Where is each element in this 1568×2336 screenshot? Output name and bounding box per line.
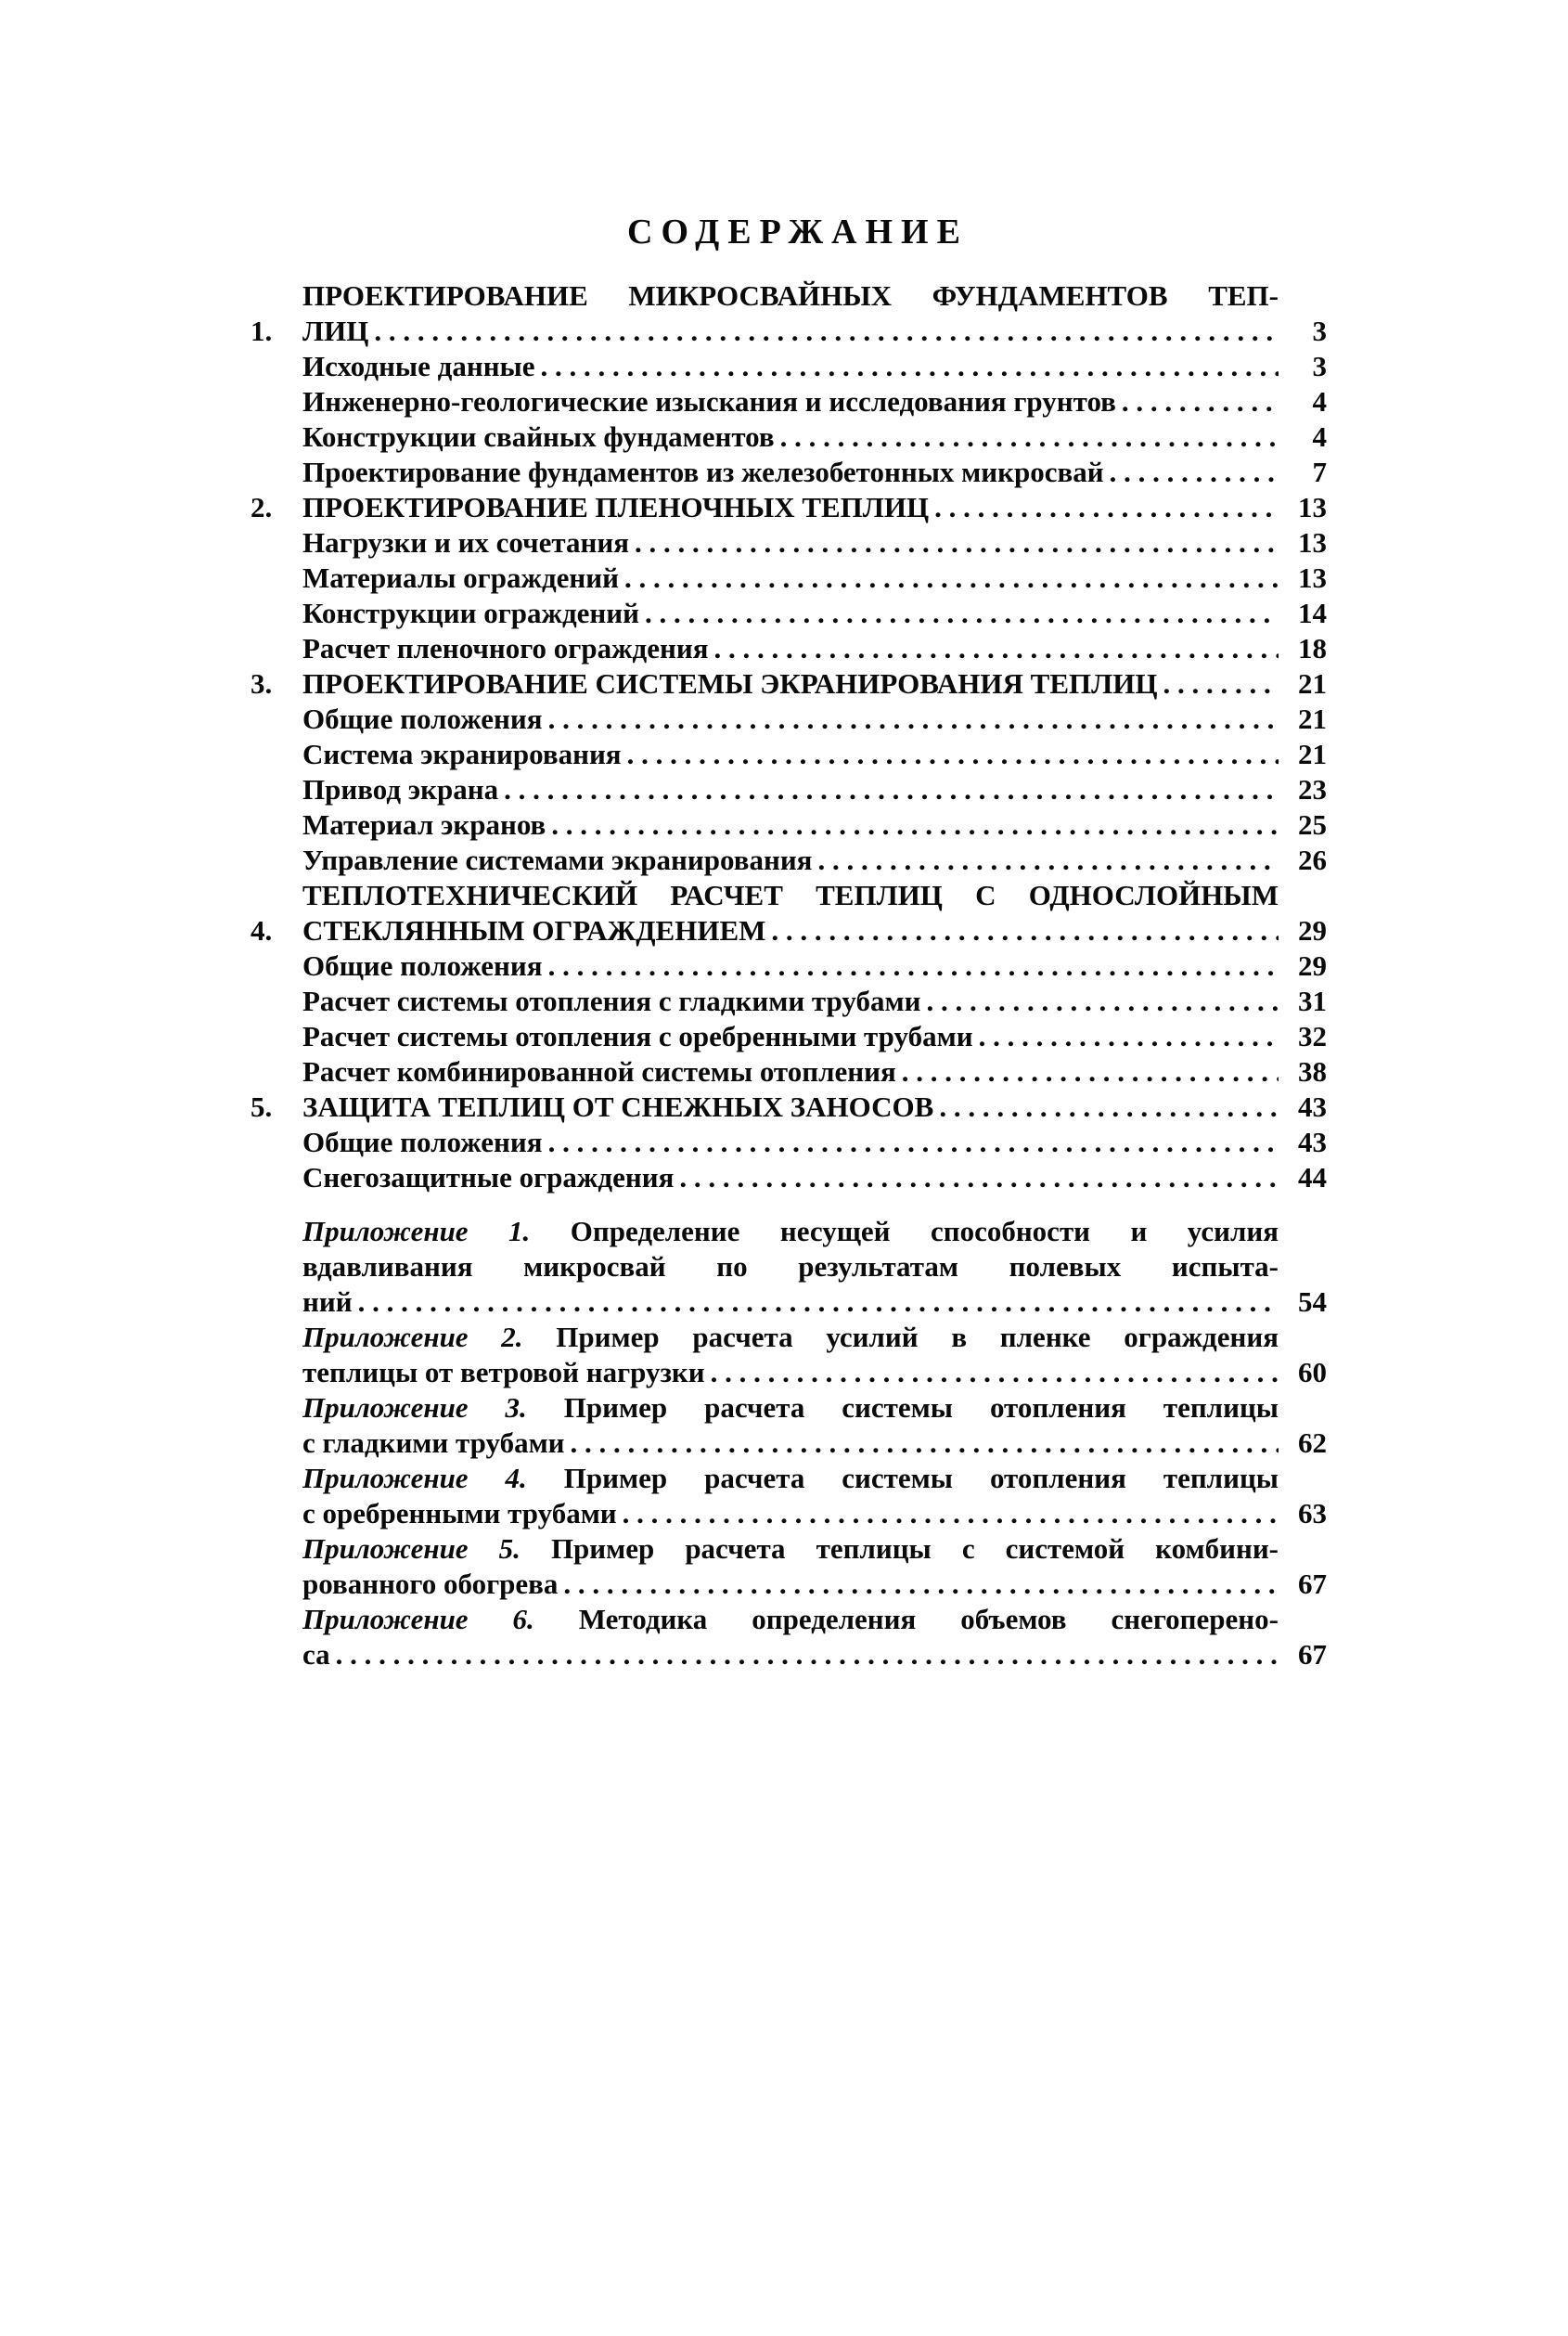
toc-entry-text: Исходные данные xyxy=(302,350,535,382)
toc-entry-body xyxy=(302,561,1279,596)
dot-leader xyxy=(543,949,1279,984)
toc-last-line xyxy=(302,349,1279,384)
page-number: 14 xyxy=(1298,597,1327,629)
toc-subsection xyxy=(251,596,1327,631)
toc-entry-text: с гладкими трубами xyxy=(302,1426,565,1459)
toc-entry-text: Расчет комбинированной системы отопления xyxy=(302,1055,896,1088)
toc-entry-body xyxy=(302,631,1279,666)
dot-leader xyxy=(629,525,1279,561)
toc-subsection xyxy=(251,631,1327,666)
toc-entry-text: Расчет системы отопления с оребренными трубами xyxy=(302,1020,973,1052)
page-number: 67 xyxy=(1298,1568,1327,1600)
toc-last-line xyxy=(302,666,1279,702)
toc-entry-text: Общие положения xyxy=(302,1126,543,1158)
toc-entry-text: с оребренными трубами xyxy=(302,1497,617,1529)
toc-last-line xyxy=(302,913,1279,949)
toc-entry-body xyxy=(302,702,1279,737)
dot-leader xyxy=(973,1019,1279,1054)
toc-entry-body xyxy=(302,1531,1279,1602)
dot-leader xyxy=(622,737,1279,772)
section-number: 3. xyxy=(251,667,273,700)
dot-leader xyxy=(705,1355,1279,1390)
toc-subsection xyxy=(251,737,1327,772)
toc-entry-text: Управление системами экранирования xyxy=(302,844,813,876)
page-number: 21 xyxy=(1298,703,1327,735)
toc-subsection xyxy=(251,807,1327,843)
toc-last-line xyxy=(302,631,1279,666)
toc-subsection xyxy=(251,384,1327,419)
page-number: 38 xyxy=(1298,1055,1327,1088)
toc-entry-body xyxy=(302,1125,1279,1160)
toc-last-line xyxy=(302,1355,1279,1390)
page-number: 23 xyxy=(1298,773,1327,806)
dot-leader xyxy=(1157,666,1279,702)
toc-last-line xyxy=(302,984,1279,1019)
spacer xyxy=(251,1195,1327,1214)
appendix-label: Приложение 6. xyxy=(302,1603,534,1635)
toc-entry-body xyxy=(302,1214,1279,1320)
toc-entry-body xyxy=(302,455,1279,490)
dot-leader xyxy=(565,1426,1279,1461)
toc-last-line xyxy=(302,1090,1279,1125)
toc-entry-line xyxy=(302,1390,1279,1426)
toc-subsection xyxy=(251,702,1327,737)
toc-entry-line xyxy=(302,1602,1279,1637)
toc-entry-text: Материал экранов xyxy=(302,808,546,841)
dot-leader xyxy=(543,1125,1279,1160)
page-number: 29 xyxy=(1298,949,1327,982)
toc-last-line xyxy=(302,737,1279,772)
appendix-title: Пример расчета системы отопления теплицы xyxy=(563,1391,1279,1424)
toc-subsection xyxy=(251,419,1327,455)
page-number: 26 xyxy=(1298,844,1327,876)
dot-leader xyxy=(330,1637,1279,1672)
toc-appendix xyxy=(251,1602,1327,1672)
dot-leader xyxy=(1104,455,1279,490)
toc-last-line xyxy=(302,1160,1279,1195)
page-number: 67 xyxy=(1298,1638,1327,1671)
dot-leader xyxy=(617,1496,1279,1531)
toc-entry-text: Расчет пленочного ограждения xyxy=(302,632,709,665)
toc-subsection xyxy=(251,843,1327,878)
dot-leader xyxy=(896,1054,1279,1090)
page-number: 62 xyxy=(1298,1426,1327,1459)
toc-entry-body xyxy=(302,490,1279,525)
dot-leader xyxy=(535,349,1279,384)
toc-entry-body xyxy=(302,278,1279,349)
toc-last-line xyxy=(302,314,1279,349)
toc-last-line xyxy=(302,1637,1279,1672)
toc-entry-text: СТЕКЛЯННЫМ ОГРАЖДЕНИЕМ xyxy=(302,914,766,947)
toc-subsection xyxy=(251,984,1327,1019)
toc-entry-text: Снегозащитные ограждения xyxy=(302,1161,675,1194)
dot-leader xyxy=(543,702,1279,737)
toc-entry-body xyxy=(302,525,1279,561)
toc-entry-line: ПРОЕКТИРОВАНИЕ МИКРОСВАЙНЫХ ФУНДАМЕНТОВ ТЕП- xyxy=(302,279,1279,312)
toc-subsection xyxy=(251,349,1327,384)
toc-entry-body xyxy=(302,772,1279,807)
toc-last-line xyxy=(302,1019,1279,1054)
toc-subsection xyxy=(251,525,1327,561)
toc-entry-body xyxy=(302,843,1279,878)
toc-entry-body xyxy=(302,1019,1279,1054)
page-number: 25 xyxy=(1298,808,1327,841)
appendix-title: Определение несущей способности и усилия xyxy=(570,1215,1279,1247)
toc-section xyxy=(251,666,1327,702)
toc-section xyxy=(251,1090,1327,1125)
toc-last-line xyxy=(302,1284,1279,1320)
appendix-title: Пример расчета усилий в пленке ограждения xyxy=(556,1321,1279,1353)
dot-leader xyxy=(775,419,1279,455)
section-number: 5. xyxy=(251,1091,273,1123)
dot-leader xyxy=(1116,384,1279,419)
toc-subsection xyxy=(251,949,1327,984)
toc-last-line xyxy=(302,702,1279,737)
toc-section xyxy=(251,490,1327,525)
toc-last-line xyxy=(302,455,1279,490)
toc-subsection xyxy=(251,1019,1327,1054)
toc-entry-text: Материалы ограждений xyxy=(302,561,619,594)
page-number: 29 xyxy=(1298,914,1327,947)
toc-last-line xyxy=(302,807,1279,843)
toc-entry-body xyxy=(302,949,1279,984)
dot-leader xyxy=(639,596,1279,631)
toc-entry-body xyxy=(302,1090,1279,1125)
toc-entry-body xyxy=(302,1390,1279,1461)
toc-entry-body xyxy=(302,984,1279,1019)
page-number: 31 xyxy=(1298,985,1327,1017)
toc-section xyxy=(251,278,1327,349)
page-number: 13 xyxy=(1298,561,1327,594)
appendix-label: Приложение 2. xyxy=(302,1321,523,1353)
toc-entry-text: Нагрузки и их сочетания xyxy=(302,526,629,559)
section-number: 4. xyxy=(251,914,273,947)
toc-entry-line xyxy=(302,1531,1279,1567)
page-number: 13 xyxy=(1298,491,1327,523)
toc-entry-text: ЛИЦ xyxy=(302,315,369,347)
toc-subsection xyxy=(251,1125,1327,1160)
toc-entry-text: ний xyxy=(302,1285,353,1318)
toc-entry-text: ЗАЩИТА ТЕПЛИЦ ОТ СНЕЖНЫХ ЗАНОСОВ xyxy=(302,1091,934,1123)
dot-leader xyxy=(709,631,1279,666)
page-number: 4 xyxy=(1312,385,1327,418)
toc-entry-text: теплицы от ветровой нагрузки xyxy=(302,1356,705,1388)
toc-entry-line xyxy=(302,1320,1279,1355)
section-number: 2. xyxy=(251,491,273,523)
toc-last-line xyxy=(302,772,1279,807)
toc-entry-body xyxy=(302,737,1279,772)
page-title: СОДЕРЖАНИЕ xyxy=(627,213,969,252)
toc-subsection xyxy=(251,1160,1327,1195)
toc-entry-body xyxy=(302,1461,1279,1531)
toc-entry-text: Привод экрана xyxy=(302,773,499,806)
toc-entry-body xyxy=(302,1160,1279,1195)
toc-subsection xyxy=(251,772,1327,807)
appendix-title: Пример расчета теплицы с системой комбини- xyxy=(550,1532,1279,1565)
toc-entry-text: Конструкции свайных фундаментов xyxy=(302,420,775,453)
toc-entry-line xyxy=(302,1214,1279,1249)
toc-last-line xyxy=(302,1567,1279,1602)
toc-entry-body xyxy=(302,1320,1279,1390)
appendix-label: Приложение 3. xyxy=(302,1391,527,1424)
toc-last-line xyxy=(302,1426,1279,1461)
toc-entry-body xyxy=(302,1054,1279,1090)
page-number: 7 xyxy=(1312,456,1327,488)
page-number: 13 xyxy=(1298,526,1327,559)
toc-appendix xyxy=(251,1390,1327,1461)
toc-entry-body xyxy=(302,384,1279,419)
toc-entry-text: рованного обогрева xyxy=(302,1568,559,1600)
page-number: 43 xyxy=(1298,1126,1327,1158)
appendix-label: Приложение 4. xyxy=(302,1462,527,1494)
dot-leader xyxy=(368,314,1279,349)
toc-last-line xyxy=(302,561,1279,596)
toc-entry-line: вдавливания микросвай по результатам полевых испыта- xyxy=(302,1250,1279,1283)
toc-entry-text: Общие положения xyxy=(302,703,543,735)
dot-leader xyxy=(546,807,1279,843)
page-number: 21 xyxy=(1298,738,1327,770)
page-number: 4 xyxy=(1312,420,1327,453)
dot-leader xyxy=(674,1160,1279,1195)
page-number: 18 xyxy=(1298,632,1327,665)
toc-last-line xyxy=(302,1054,1279,1090)
toc-entry-body xyxy=(302,349,1279,384)
toc-entry-text: Система экранирования xyxy=(302,738,622,770)
appendix-label: Приложение 5. xyxy=(302,1532,521,1565)
dot-leader xyxy=(920,984,1279,1019)
toc-section xyxy=(251,878,1327,949)
page-number: 3 xyxy=(1312,315,1327,347)
toc-entry-text: Общие положения xyxy=(302,949,543,982)
toc-entry-text: ПРОЕКТИРОВАНИЕ СИСТЕМЫ ЭКРАНИРОВАНИЯ ТЕПЛИЦ xyxy=(302,667,1158,700)
toc-entry-line xyxy=(302,1461,1279,1496)
toc-appendix xyxy=(251,1320,1327,1390)
toc-entry-body xyxy=(302,596,1279,631)
page-number: 21 xyxy=(1298,667,1327,700)
dot-leader xyxy=(812,843,1279,878)
toc-entry-body xyxy=(302,666,1279,702)
toc-entry-text: Инженерно-геологические изыскания и исследования грунтов xyxy=(302,385,1116,418)
appendix-label: Приложение 1. xyxy=(302,1215,531,1247)
toc-last-line xyxy=(302,525,1279,561)
toc-entry-text: са xyxy=(302,1638,330,1671)
toc-entry-body xyxy=(302,807,1279,843)
page-number: 54 xyxy=(1298,1285,1327,1318)
dot-leader xyxy=(498,772,1279,807)
dot-leader xyxy=(619,561,1279,596)
toc-entry-body xyxy=(302,878,1279,949)
toc-last-line xyxy=(302,490,1279,525)
page-number: 32 xyxy=(1298,1020,1327,1052)
appendix-title: Методика определения объемов снегоперено- xyxy=(578,1603,1279,1635)
toc-entry-text: ПРОЕКТИРОВАНИЕ ПЛЕНОЧНЫХ ТЕПЛИЦ xyxy=(302,491,930,523)
table-of-contents xyxy=(251,278,1327,1672)
page-number: 43 xyxy=(1298,1091,1327,1123)
toc-subsection xyxy=(251,1054,1327,1090)
toc-last-line xyxy=(302,384,1279,419)
toc-appendix xyxy=(251,1461,1327,1531)
toc-subsection xyxy=(251,455,1327,490)
page-number: 44 xyxy=(1298,1161,1327,1194)
dot-leader xyxy=(929,490,1279,525)
toc-entry-body xyxy=(302,419,1279,455)
dot-leader xyxy=(933,1090,1279,1125)
toc-subsection xyxy=(251,561,1327,596)
page-number: 60 xyxy=(1298,1356,1327,1388)
toc-appendix xyxy=(251,1214,1327,1320)
dot-leader xyxy=(765,913,1279,949)
toc-last-line xyxy=(302,596,1279,631)
page-number: 63 xyxy=(1298,1497,1327,1529)
appendix-title: Пример расчета системы отопления теплицы xyxy=(563,1462,1279,1494)
dot-leader xyxy=(558,1567,1279,1602)
toc-entry-line: ТЕПЛОТЕХНИЧЕСКИЙ РАСЧЕТ ТЕПЛИЦ С ОДНОСЛОЙНЫМ xyxy=(302,879,1279,911)
page-number: 3 xyxy=(1312,350,1327,382)
toc-appendix xyxy=(251,1531,1327,1602)
toc-last-line xyxy=(302,1125,1279,1160)
toc-entry-text: Проектирование фундаментов из железобетонных микросвай xyxy=(302,456,1104,488)
toc-last-line xyxy=(302,949,1279,984)
toc-last-line xyxy=(302,1496,1279,1531)
toc-entry-text: Конструкции ограждений xyxy=(302,597,640,629)
toc-entry-text: Расчет системы отопления с гладкими трубами xyxy=(302,985,921,1017)
toc-last-line xyxy=(302,419,1279,455)
section-number: 1. xyxy=(251,315,273,347)
dot-leader xyxy=(353,1284,1279,1320)
toc-entry-body xyxy=(302,1602,1279,1672)
toc-last-line xyxy=(302,843,1279,878)
